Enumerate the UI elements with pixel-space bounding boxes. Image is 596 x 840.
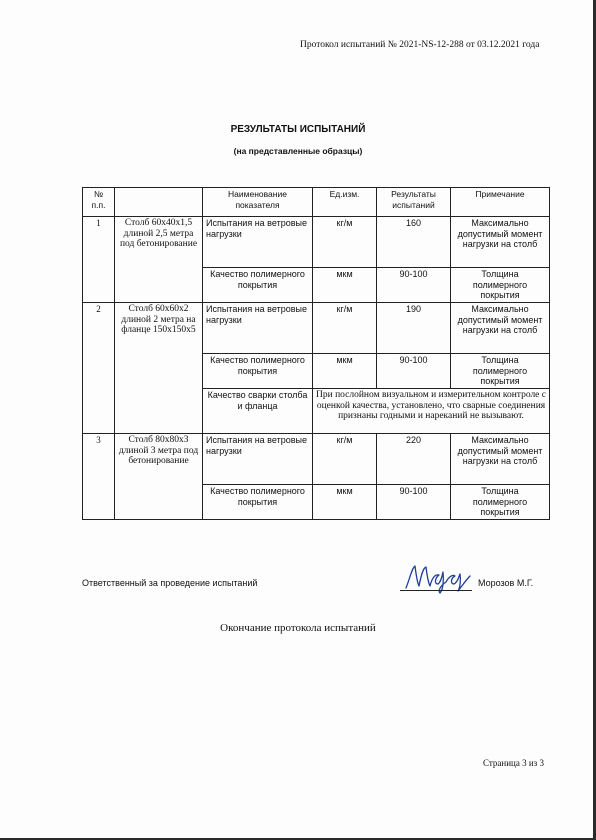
result-cell: 90-100 bbox=[377, 354, 451, 389]
table-row bbox=[83, 303, 550, 354]
sample-name: Столб 60х60х2 длиной 2 метра на фланце 150х150х5 bbox=[115, 303, 203, 434]
sample-name: Столб 80х80х3 длиной 3 метра под бетонирование bbox=[115, 434, 203, 520]
row-number: 2 bbox=[83, 303, 115, 434]
indicator-cell: Испытания на ветровые нагрузки bbox=[203, 434, 313, 485]
end-of-protocol-text: Окончание протокола испытаний bbox=[220, 622, 376, 634]
col-header-name bbox=[115, 188, 203, 217]
col-header-unit: Ед.изм. bbox=[313, 188, 377, 217]
unit-cell: мкм bbox=[313, 268, 377, 303]
unit-cell: кг/м bbox=[313, 217, 377, 268]
unit-cell: кг/м bbox=[313, 434, 377, 485]
result-cell: 90-100 bbox=[377, 485, 451, 520]
welding-conclusion: При послойном визуальном и измерительном контроле с оценкой качества, установлено, что сварные соединения признаны годными и нареканий не вызывают. bbox=[313, 389, 550, 434]
responsible-label: Ответственный за проведение испытаний bbox=[82, 578, 258, 588]
indicator-cell: Качество сварки столба и фланца bbox=[203, 389, 313, 434]
signature-line bbox=[400, 590, 472, 591]
indicator-cell: Качество полимерного покрытия bbox=[203, 354, 313, 389]
indicator-cell: Испытания на ветровые нагрузки bbox=[203, 303, 313, 354]
table-row bbox=[83, 217, 550, 268]
result-cell: 90-100 bbox=[377, 268, 451, 303]
col-header-note: Примечание bbox=[451, 188, 550, 217]
result-cell: 190 bbox=[377, 303, 451, 354]
col-header-num: № п.п. bbox=[83, 188, 115, 217]
note-cell: Толщина полимерного покрытия bbox=[451, 354, 550, 389]
row-number: 1 bbox=[83, 217, 115, 303]
col-header-indicator: Наименование показателя bbox=[203, 188, 313, 217]
unit-cell: мкм bbox=[313, 354, 377, 389]
unit-cell: мкм bbox=[313, 485, 377, 520]
indicator-cell: Качество полимерного покрытия bbox=[203, 485, 313, 520]
results-table bbox=[82, 187, 550, 520]
note-cell: Максимально допустимый момент нагрузки на столб bbox=[451, 303, 550, 354]
note-cell: Толщина полимерного покрытия bbox=[451, 485, 550, 520]
note-cell: Максимально допустимый момент нагрузки на столб bbox=[451, 434, 550, 485]
page-title: РЕЗУЛЬТАТЫ ИСПЫТАНИЙ bbox=[230, 124, 366, 135]
table-row bbox=[83, 434, 550, 485]
page-subtitle: (на представленные образцы) bbox=[233, 146, 363, 156]
note-cell: Максимально допустимый момент нагрузки на столб bbox=[451, 217, 550, 268]
table-header-row bbox=[83, 188, 550, 217]
signer-name: Морозов М.Г. bbox=[478, 578, 534, 588]
protocol-reference: Протокол испытаний № 2021-NS-12-288 от 03.12.2021 года bbox=[300, 40, 540, 50]
col-header-result: Результаты испытаний bbox=[377, 188, 451, 217]
indicator-cell: Качество полимерного покрытия bbox=[203, 268, 313, 303]
note-cell: Толщина полимерного покрытия bbox=[451, 268, 550, 303]
indicator-cell: Испытания на ветровые нагрузки bbox=[203, 217, 313, 268]
sample-name: Столб 60х40х1,5 длиной 2,5 метра под бетонирование bbox=[115, 217, 203, 303]
result-cell: 220 bbox=[377, 434, 451, 485]
row-number: 3 bbox=[83, 434, 115, 520]
result-cell: 160 bbox=[377, 217, 451, 268]
unit-cell: кг/м bbox=[313, 303, 377, 354]
page-number: Страница 3 из 3 bbox=[483, 758, 544, 768]
